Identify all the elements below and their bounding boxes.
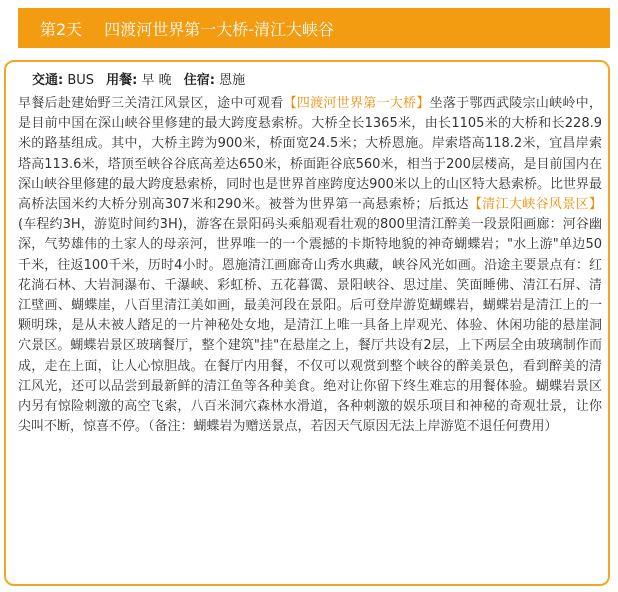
meal-label: 用餐: — [106, 73, 138, 88]
lodging-info — [184, 73, 245, 88]
day-detail-card — [4, 60, 610, 586]
attraction-link-sidu-bridge[interactable]: 【四渡河世界第一大桥】 — [283, 96, 430, 111]
meal-info — [106, 73, 176, 88]
description-text-2: 坐落于鄂西武陵宗山峡岭中，是目前中国在深山峡谷里修建的最大跨度悬索桥。大桥全长1365米，由长1105米的大桥和长228.9米的路基组成。其中，大桥主跨为900米，桥面宽24.5米；大桥恩施。岸索塔高118.2米，宜昌岸索塔高113.6米，塔顶至峡谷谷底高差达650米，桥面距谷底560米，相当于200层楼高，是目前国内在深山峡谷里修建的最大跨度悬索桥，同时也是世界首座跨度达900米以上的山区特大悬索桥。比世界最高桥法国米约大桥分别高307米和290米。被誉为世界第一高悬索桥；后抵达 — [18, 96, 602, 213]
lodging-value: 恩施 — [219, 73, 246, 88]
transport-info — [32, 73, 98, 88]
trip-info-row — [32, 72, 253, 90]
itinerary-description — [18, 94, 602, 437]
transport-label: 交通: — [32, 73, 64, 88]
meal-value: 早 晚 — [141, 73, 172, 88]
attraction-link-qingjiang-canyon[interactable]: 【清江大峡谷风景区】 — [468, 197, 602, 213]
transport-value: BUS — [67, 73, 95, 88]
day-header — [18, 8, 610, 48]
description-text-1: 早餐后赴建始野三关清江风景区，途中可观看 — [18, 96, 284, 111]
lodging-label: 住宿: — [183, 73, 215, 88]
day-route-title: 四渡河世界第一大桥-清江大峡谷 — [104, 19, 334, 39]
description-text-3: (车程约3H，游览时间约3H)，游客在景阳码头乘船观看壮观的800里清江醉美一段景阳画廊：河谷幽深，气势雄伟的土家人的母亲河，世界唯一的一个震撼的卡斯特地貌的神奇蝴蝶岩；"水上游"单边50千米，往返100千米，历时4小时。恩施清江画廊奇山秀水典藏，峡谷风光如画。沿途主要景点有：红花淌石林、大岩洞瀑布、千瀑峡、彩虹桥、五花暮霭、景阳峡谷、思过崖、笑面睡佛、清江石屏、清江壁画、蝴蝶崖，八百里清江美如画，最美河段在景阳。后可登岸游览蝴蝶岩，蝴蝶岩是清江上的一颗明珠，是从未被人踏足的一片神秘处女地，是清江上唯一具备上岸观光、体验、休闲功能的悬崖洞穴景区。蝴蝶岩景区玻璃餐厅，整个建筑"挂"在悬崖之上，餐厅共设有2层，上下两层全由玻璃制作而成，走在上面，让人心惊胆战。在餐厅内用餐，不仅可以观赏到整个峡谷的醉美景色，看到醉美的清江风光，还可以品尝到最新鲜的清江鱼等各种美食。绝对让你留下终生难忘的用餐体验。蝴蝶岩景区内另有惊险刺激的高空飞索，八百米洞穴森林水滑道，各种刺激的娱乐项目和神秘的奇观壮景，让你尖叫不断，惊喜不停。（备注：蝴蝶岩为赠送景点，若因天气原因无法上岸游览不退任何费用） — [18, 217, 602, 435]
day-number: 第2天 — [40, 19, 83, 39]
